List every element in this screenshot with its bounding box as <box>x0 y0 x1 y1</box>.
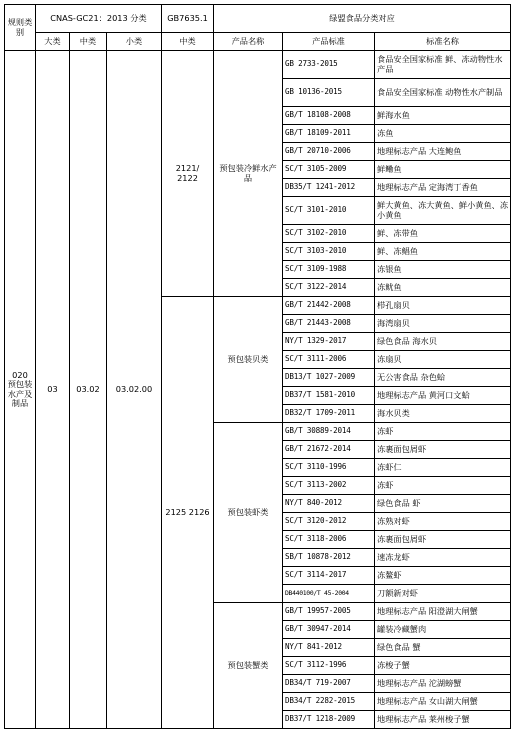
standard-code-cell: SC/T 3110-1996 <box>283 459 375 477</box>
standard-code-cell: SC/T 3113-2002 <box>283 477 375 495</box>
standard-name-cell: 冻虾仁 <box>375 459 511 477</box>
standard-code-cell: NY/T 840-2012 <box>283 495 375 513</box>
header-gb-middle: 中类 <box>162 33 214 51</box>
standard-name-cell: 冻虾 <box>375 423 511 441</box>
standard-name-cell: 冻鳌虾 <box>375 567 511 585</box>
standard-code-cell: DB32/T 1709-2011 <box>283 405 375 423</box>
standard-name-cell: 冻银鱼 <box>375 261 511 279</box>
standard-code-cell: DB440100/T 45-2004 <box>283 585 375 603</box>
standard-code-cell: GB 2733-2015 <box>283 51 375 79</box>
standard-name-cell: 地理标志产品 女山湖大闸蟹 <box>375 693 511 711</box>
standard-name-cell: 绿色食品 虾 <box>375 495 511 513</box>
standard-code-cell: SC/T 3103-2010 <box>283 243 375 261</box>
standard-code-cell: SC/T 3112-1996 <box>283 657 375 675</box>
standard-code-cell: SC/T 3101-2010 <box>283 197 375 225</box>
header-cnas-group: CNAS-GC21：2013 分类 <box>36 5 162 33</box>
standard-name-cell: 鲜、冻鲳鱼 <box>375 243 511 261</box>
major-cell: 03 <box>36 51 70 729</box>
standard-code-cell: DB34/T 719-2007 <box>283 675 375 693</box>
standard-name-cell: 地理标志产品 黄河口文蛤 <box>375 387 511 405</box>
standard-name-cell: 食品安全国家标准 鲜、冻动物性水产品 <box>375 51 511 79</box>
rule-category-cell: 020 预包装水产及制品 <box>5 51 36 729</box>
standard-code-cell: DB37/T 1218-2009 <box>283 711 375 729</box>
standard-name-cell: 鲜海水鱼 <box>375 107 511 125</box>
table-body <box>5 51 511 729</box>
standard-code-cell: SC/T 3122-2014 <box>283 279 375 297</box>
standard-code-cell: DB34/T 2282-2015 <box>283 693 375 711</box>
standard-name-cell: 速冻龙虾 <box>375 549 511 567</box>
standard-code-cell: GB/T 18109-2011 <box>283 125 375 143</box>
standard-name-cell: 鲜、冻带鱼 <box>375 225 511 243</box>
standard-code-cell: SC/T 3120-2012 <box>283 513 375 531</box>
standard-name-cell: 海湾扇贝 <box>375 315 511 333</box>
standard-code-cell: GB/T 19957-2005 <box>283 603 375 621</box>
standard-code-cell: NY/T 841-2012 <box>283 639 375 657</box>
standard-name-cell: 绿色食品 海水贝 <box>375 333 511 351</box>
standard-code-cell: SC/T 3102-2010 <box>283 225 375 243</box>
header-minor: 小类 <box>107 33 162 51</box>
standard-code-cell: GB/T 18108-2008 <box>283 107 375 125</box>
gb-code-cell: 2121/ 2122 <box>162 51 214 297</box>
standard-name-cell: 冻虾 <box>375 477 511 495</box>
standard-code-cell: NY/T 1329-2017 <box>283 333 375 351</box>
standard-code-cell: GB/T 21672-2014 <box>283 441 375 459</box>
standard-name-cell: 罐装冷藏蟹肉 <box>375 621 511 639</box>
minor-cell: 03.02.00 <box>107 51 162 729</box>
standard-code-cell: GB/T 21442-2008 <box>283 297 375 315</box>
header-gb-group: GB7635.1 <box>162 5 214 33</box>
header-major: 大类 <box>36 33 70 51</box>
standard-name-cell: 冻鱼 <box>375 125 511 143</box>
middle-cell: 03.02 <box>70 51 107 729</box>
standard-name-cell: 栉孔扇贝 <box>375 297 511 315</box>
standard-name-cell: 绿色食品 蟹 <box>375 639 511 657</box>
standard-name-cell: 冻裹面包屑虾 <box>375 531 511 549</box>
header-standard-name: 标准名称 <box>375 33 511 51</box>
standard-name-cell: 冻梭子蟹 <box>375 657 511 675</box>
standard-code-cell: SC/T 3114-2017 <box>283 567 375 585</box>
standard-name-cell: 地理标志产品 大连鲍鱼 <box>375 143 511 161</box>
standard-name-cell: 无公害食品 杂色蛤 <box>375 369 511 387</box>
standard-code-cell: SB/T 10878-2012 <box>283 549 375 567</box>
standard-name-cell: 地理标志产品 莱州梭子蟹 <box>375 711 511 729</box>
standard-code-cell: SC/T 3109-1988 <box>283 261 375 279</box>
gb-code-cell: 2125 2126 <box>162 297 214 729</box>
product-category-cell: 预包装虾类 <box>214 423 283 603</box>
standard-name-cell: 鲜鳓鱼 <box>375 161 511 179</box>
standard-name-cell: 冻裹面包屑虾 <box>375 441 511 459</box>
standard-name-cell: 地理标志产品 阳澄湖大闸蟹 <box>375 603 511 621</box>
product-category-cell: 预包装冷鲜水产品 <box>214 51 283 297</box>
standard-code-cell: DB35/T 1241-2012 <box>283 179 375 197</box>
standard-name-cell: 鲜大黄鱼、冻大黄鱼、鲜小黄鱼、冻小黄鱼 <box>375 197 511 225</box>
standard-code-cell: SC/T 3118-2006 <box>283 531 375 549</box>
standard-code-cell: GB/T 21443-2008 <box>283 315 375 333</box>
standard-name-cell: 刀额新对虾 <box>375 585 511 603</box>
standard-code-cell: SC/T 3105-2009 <box>283 161 375 179</box>
header-product-name: 产品名称 <box>214 33 283 51</box>
standard-code-cell: SC/T 3111-2006 <box>283 351 375 369</box>
product-category-cell: 预包装贝类 <box>214 297 283 423</box>
standard-name-cell: 地理标志产品 定海湾丁香鱼 <box>375 179 511 197</box>
standard-code-cell: GB/T 30947-2014 <box>283 621 375 639</box>
food-classification-table <box>4 4 511 729</box>
table-row <box>5 51 511 79</box>
standard-name-cell: 冻鱿鱼 <box>375 279 511 297</box>
header-rule-category: 规则类别 <box>5 5 36 51</box>
header-middle: 中类 <box>70 33 107 51</box>
standard-code-cell: DB13/T 1027-2009 <box>283 369 375 387</box>
table-header <box>5 5 511 51</box>
standard-name-cell: 冻扇贝 <box>375 351 511 369</box>
standard-name-cell: 地理标志产品 沱湖螃蟹 <box>375 675 511 693</box>
standard-name-cell: 海水贝类 <box>375 405 511 423</box>
header-green-group: 绿盟食品分类对应 <box>214 5 511 33</box>
standard-code-cell: DB37/T 1581-2010 <box>283 387 375 405</box>
standard-code-cell: GB 10136-2015 <box>283 79 375 107</box>
product-category-cell: 预包装蟹类 <box>214 603 283 729</box>
standard-name-cell: 食品安全国家标准 动物性水产制品 <box>375 79 511 107</box>
standard-code-cell: GB/T 20710-2006 <box>283 143 375 161</box>
standard-code-cell: GB/T 30889-2014 <box>283 423 375 441</box>
standard-name-cell: 冻熟对虾 <box>375 513 511 531</box>
header-product-standard: 产品标准 <box>283 33 375 51</box>
